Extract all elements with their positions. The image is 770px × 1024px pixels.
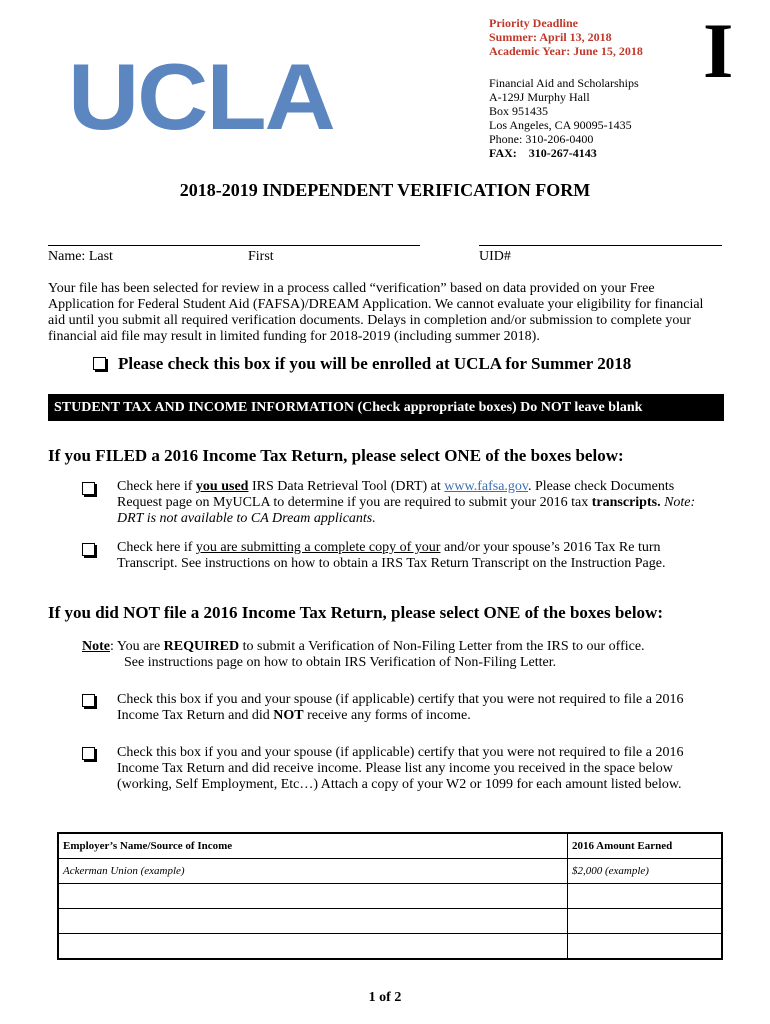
intro-paragraph: Your file has been selected for review in a process called “verification” based on data provided on your Free Application for Federal Student Aid (FAFSA)/DREAM Application. We cannot evaluate your eligibility for financial aid until you submit all required verification documents. Delays in completion and/or submission to complete your financial aid file may result in limited funding for 2018-2019 (including summer 2018). (48, 281, 704, 344)
table-cell[interactable] (58, 884, 568, 909)
notfiled-option1-checkbox[interactable] (82, 693, 107, 711)
table-row[interactable] (58, 859, 722, 884)
page-number: 1 of 2 (368, 990, 402, 1005)
address-line: Los Angeles, CA 90095-1435 (489, 118, 632, 132)
table-cell[interactable] (58, 909, 568, 934)
drt-note: Note: DRT is not available to CA Dream applicants. (117, 495, 696, 526)
notfiled-option2-checkbox[interactable] (82, 746, 107, 764)
name-last-label: Name: Last (48, 249, 113, 264)
deadline-line: Priority Deadline (489, 16, 578, 30)
summer-enrollment-option[interactable] (93, 354, 631, 374)
text-underlined: you are submitting a complete copy of your (195, 540, 441, 555)
summer-checkbox[interactable] (93, 357, 106, 370)
summer-label: Please check this box if you will be enrolled at UCLA for Summer 2018 (118, 354, 632, 373)
fax-line (489, 146, 639, 160)
deadline-line: Summer: April 13, 2018 (489, 30, 612, 44)
ucla-logo: UCLA (68, 44, 334, 149)
table-row[interactable] (58, 909, 722, 934)
table-cell[interactable]: $2,000 (example) (568, 859, 723, 884)
office-address (489, 76, 639, 160)
table-cell[interactable] (568, 934, 723, 960)
address-line: Financial Aid and Scholarships (489, 76, 639, 90)
income-table (57, 832, 723, 960)
filed-option2-checkbox[interactable] (82, 542, 107, 560)
text-bold: transcripts. (591, 495, 661, 510)
table-cell[interactable]: Ackerman Union (example) (58, 859, 568, 884)
text-underlined: you used (195, 479, 249, 494)
text: Check here if (117, 540, 196, 555)
fax-label: FAX: (489, 146, 517, 160)
filed-heading: If you FILED a 2016 Income Tax Return, please select ONE of the boxes below: (48, 446, 624, 465)
fax-number: 310-267-4143 (528, 146, 597, 160)
filed-option1-text (117, 479, 722, 527)
table-cell[interactable] (568, 884, 723, 909)
text-bold: REQUIRED (163, 639, 240, 654)
name-first-label: First (248, 249, 274, 264)
text: receive any forms of income. (303, 708, 471, 723)
notfiled-option2-text: Check this box if you and your spouse (if applicable) certify that you were not required to file a 2016 Income Tax Return and did receive income. Please list any income you received in the space below (working, Self Employment, Etc…) Attach a copy of your W2 or 1099 for each amount listed below. (117, 745, 684, 792)
text: : You are (110, 639, 164, 654)
notfiled-option1-text (117, 692, 722, 724)
notfiled-heading: If you did NOT file a 2016 Income Tax Return, please select ONE of the boxes below: (48, 603, 663, 622)
notfiled-note (82, 639, 722, 671)
table-header: Employer’s Name/Source of Income (58, 833, 568, 859)
note-line2: See instructions page on how to obtain IRS Verification of Non-Filing Letter. (124, 655, 557, 670)
table-header-row (58, 833, 722, 859)
table-cell[interactable] (568, 909, 723, 934)
text: Check this box if you and your spouse (if applicable) certify that you were not required to file a 2016 Income Tax Return and did (117, 692, 684, 723)
address-line: Phone: 310-206-0400 (489, 132, 594, 146)
text: . Please check Documents Request page on MyUCLA to determine if you are required to submit your 2016 tax (117, 479, 675, 510)
table-row[interactable] (58, 934, 722, 960)
filed-option1-checkbox[interactable] (82, 481, 107, 499)
fafsa-link[interactable]: www.fafsa.gov (444, 479, 528, 494)
form-title: 2018-2019 INDEPENDENT VERIFICATION FORM (179, 180, 591, 200)
text-bold: NOT (273, 708, 304, 723)
address-line: A-129J Murphy Hall (489, 90, 590, 104)
uid-label: UID# (479, 249, 511, 264)
note-label: Note (82, 639, 110, 654)
uid-field-line[interactable] (479, 245, 722, 246)
filed-option2-text (117, 540, 722, 572)
priority-deadline (489, 16, 643, 58)
address-line: Box 951435 (489, 104, 549, 118)
deadline-line: Academic Year: June 15, 2018 (489, 44, 643, 58)
table-header: 2016 Amount Earned (568, 833, 723, 859)
table-row[interactable] (58, 884, 722, 909)
section-band: STUDENT TAX AND INCOME INFORMATION (Check appropriate boxes) Do NOT leave blank (48, 394, 724, 421)
text: and/or your spouse’s 2016 Tax Re turn Transcript. See instructions on how to obtain a IRS Tax Return Transcript on the Instruction Page. (117, 540, 666, 571)
form-letter: I (703, 7, 734, 94)
text: Check here if (117, 479, 196, 494)
text: IRS Data Retrieval Tool (DRT) at (248, 479, 445, 494)
text: to submit a Verification of Non-Filing Letter from the IRS to our office. (239, 639, 645, 654)
table-cell[interactable] (58, 934, 568, 960)
name-field-line[interactable] (48, 245, 420, 246)
